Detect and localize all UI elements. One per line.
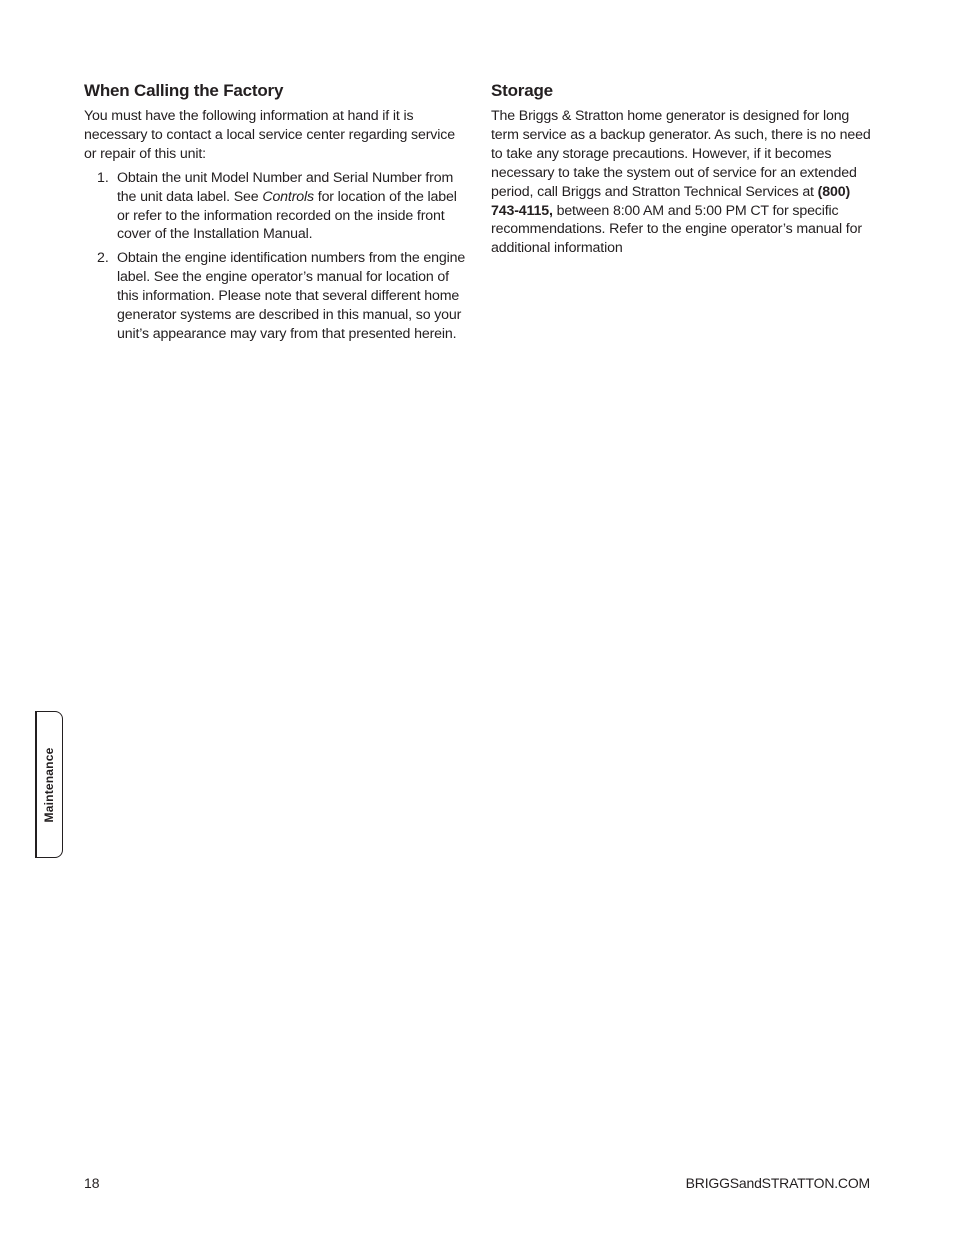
step-text: Obtain the engine identification numbers from the engine label. See the engine operator’s manual for location of this information. Please note that several different home generator systems are described in this manual, so your unit’s appearance may vary from that presented herein. [117,250,466,342]
factory-intro: You must have the following information at hand if it is necessary to contact a local service center regarding service or repair of this unit: [84,108,455,162]
footer-website: BRIGGSandSTRATTON.COM [685,1175,870,1191]
storage-heading: Storage [491,81,553,100]
list-item [84,249,466,344]
factory-section [84,80,466,349]
step-text: Obtain the unit Model Number and Serial Number from the unit data label. See Controls for location of the label or refer to the information recorded on the inside front cover of the Installation Manual. [117,169,457,243]
factory-heading: When Calling the Factory [84,81,284,100]
step-number: 2. [97,250,109,267]
factory-steps [84,169,466,344]
controls-reference: Controls [262,188,314,205]
section-side-tab [35,711,63,858]
side-tab-label: Maintenance [41,747,56,822]
storage-section [491,80,871,258]
phone-number: (800) 743-4115, [491,183,851,219]
list-item [84,169,466,245]
storage-text: The Briggs & Stratton home generator is designed for long term service as a backup generator. As such, there is no need to take any storage precautions. However, if it becomes necessary to take the system out of service for an extended period, call Briggs and Stratton Technical Services at (800) 743-4115, between 8:00 AM and 5:00 PM CT for specific recommendations. Refer to the engine operator’s manual for additional information [491,108,871,257]
step-number: 1. [97,169,109,186]
page-number: 18 [84,1175,100,1191]
